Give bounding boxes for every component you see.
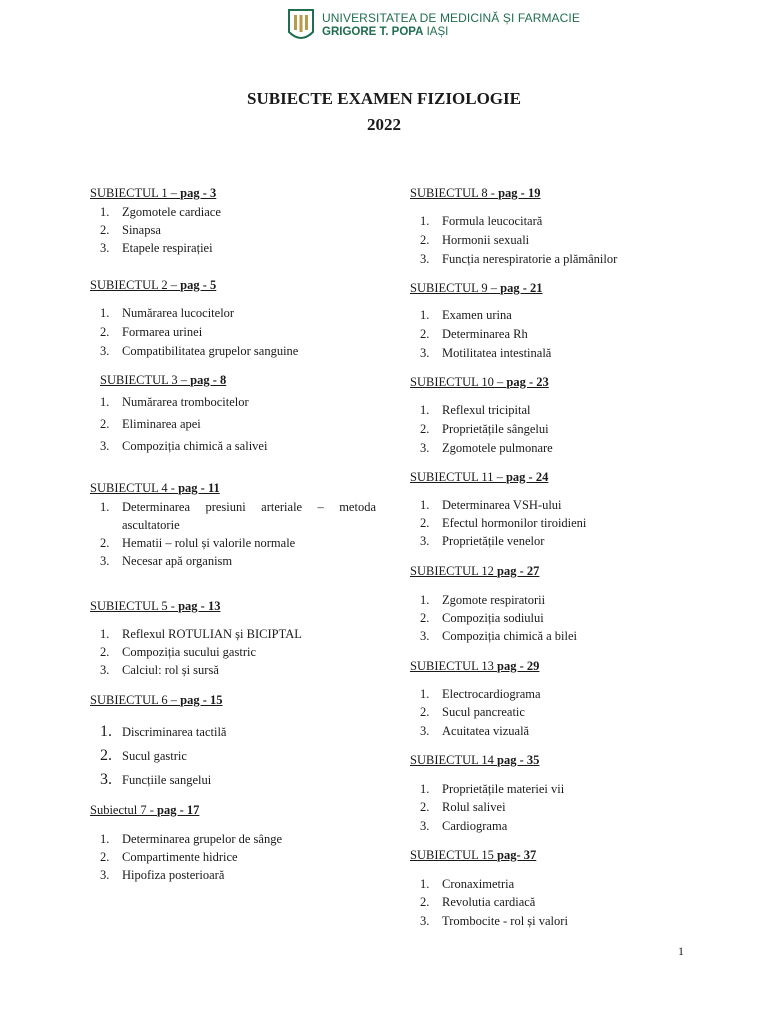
list-item: 1. Zgomote respiratorii: [420, 593, 546, 607]
list-item-continuation: ascultatorie: [122, 518, 180, 532]
list-item: 3. Funcția nerespiratorie a plămânilor: [420, 252, 618, 266]
list-item: 1. Determinarea grupelor de sânge: [100, 832, 282, 846]
subject-heading: SUBIECTUL 12 pag - 27: [410, 564, 540, 578]
list-item: 2. Sinapsa: [100, 223, 161, 237]
subject-heading: SUBIECTUL 1 – pag - 3: [90, 186, 217, 200]
list-item: 2. Revolutia cardiacă: [420, 895, 536, 909]
list-item: 2. Proprietățile sângelui: [420, 422, 549, 436]
list-item: 3. Compatibilitatea grupelor sanguine: [100, 344, 299, 358]
list-item: 3. Acuitatea vizuală: [420, 724, 530, 738]
list-item: 2. Formarea urinei: [100, 325, 203, 339]
page-number: 1: [678, 944, 684, 958]
list-item: 2. Sucul pancreatic: [420, 705, 525, 719]
list-item: 3. Cardiograma: [420, 819, 508, 833]
list-item: 1. Cronaximetria: [420, 877, 515, 891]
logo-text: [322, 12, 580, 39]
logo-university-subname: GRIGORE T. POPA IAȘI: [322, 26, 449, 38]
list-item: 2. Determinarea Rh: [420, 327, 528, 341]
list-item: 1. Zgomotele cardiace: [100, 205, 221, 219]
list-item: 1. Reflexul tricipital: [420, 403, 531, 417]
list-item: 2. Rolul salivei: [420, 800, 506, 814]
subject-heading: SUBIECTUL 9 – pag - 21: [410, 281, 543, 295]
list-item: 2. Compartimente hidrice: [100, 850, 238, 864]
subject-heading: SUBIECTUL 15 pag- 37: [410, 848, 537, 862]
list-item: 3. Funcțiile sangelui: [100, 771, 212, 788]
subject-heading: SUBIECTUL 5 - pag - 13: [90, 599, 221, 613]
list-item: 3. Zgomotele pulmonare: [420, 441, 553, 455]
subject-heading: SUBIECTUL 10 – pag - 23: [410, 375, 549, 389]
subject-heading: SUBIECTUL 11 – pag - 24: [410, 470, 549, 484]
list-item: 1. Proprietățile materiei vii: [420, 782, 565, 796]
list-item: 3. Hipofiza posterioară: [100, 868, 225, 882]
list-item: 2. Sucul gastric: [100, 747, 187, 764]
list-item: 3. Calciul: rol și sursă: [100, 663, 219, 677]
list-item: 3. Necesar apă organism: [100, 554, 233, 568]
list-item: 3. Compoziția chimică a bilei: [420, 629, 578, 643]
list-item: 1. Examen urina: [420, 308, 512, 322]
list-item: 1. Discriminarea tactilă: [100, 723, 227, 740]
subject-heading: SUBIECTUL 6 – pag - 15: [90, 693, 223, 707]
subject-heading: SUBIECTUL 2 – pag - 5: [90, 278, 217, 292]
list-item: 2. Compoziția sodiului: [420, 611, 544, 625]
list-item: 3. Proprietățile venelor: [420, 534, 545, 548]
subject-heading: SUBIECTUL 3 – pag - 8: [100, 373, 227, 387]
list-item: 1. Formula leucocitară: [420, 214, 543, 228]
list-item: 3. Etapele respirației: [100, 241, 213, 255]
list-item: 2. Eliminarea apei: [100, 417, 201, 431]
document-title: SUBIECTE EXAMEN FIZIOLOGIE: [247, 89, 521, 108]
logo-university-name: UNIVERSITATEA DE MEDICINĂ ȘI FARMACIE: [322, 11, 580, 25]
subject-heading: SUBIECTUL 13 pag - 29: [410, 659, 540, 673]
subject-heading: SUBIECTUL 14 pag - 35: [410, 753, 540, 767]
list-item: 2. Compoziția sucului gastric: [100, 645, 257, 659]
subject-heading: SUBIECTUL 4 - pag - 11: [90, 481, 220, 495]
list-item: 3. Trombocite - rol și valori: [420, 914, 568, 928]
subject-heading: Subiectul 7 - pag - 17: [90, 803, 200, 817]
subject-heading: SUBIECTUL 8 - pag - 19: [410, 186, 541, 200]
document-year: 2022: [367, 115, 401, 134]
list-item: 3. Motilitatea intestinală: [420, 346, 552, 360]
list-item: 1. Determinarea VSH-ului: [420, 498, 562, 512]
university-emblem-icon: [286, 6, 316, 44]
list-item: 2. Hormonii sexuali: [420, 233, 530, 247]
list-item: 2. Hematii – rolul și valorile normale: [100, 536, 296, 550]
list-item: 1. Electrocardiograma: [420, 687, 541, 701]
list-item: 3. Compoziția chimică a salivei: [100, 439, 268, 453]
list-item: 1. Determinarea presiuni arteriale – metoda: [100, 500, 376, 514]
list-item: 2. Efectul hormonilor tiroidieni: [420, 516, 587, 530]
list-item: 1. Numărarea lucocitelor: [100, 306, 235, 320]
list-item: 1. Reflexul ROTULIAN și BICIPTAL: [100, 627, 302, 641]
list-item: 1. Numărarea trombocitelor: [100, 395, 249, 409]
